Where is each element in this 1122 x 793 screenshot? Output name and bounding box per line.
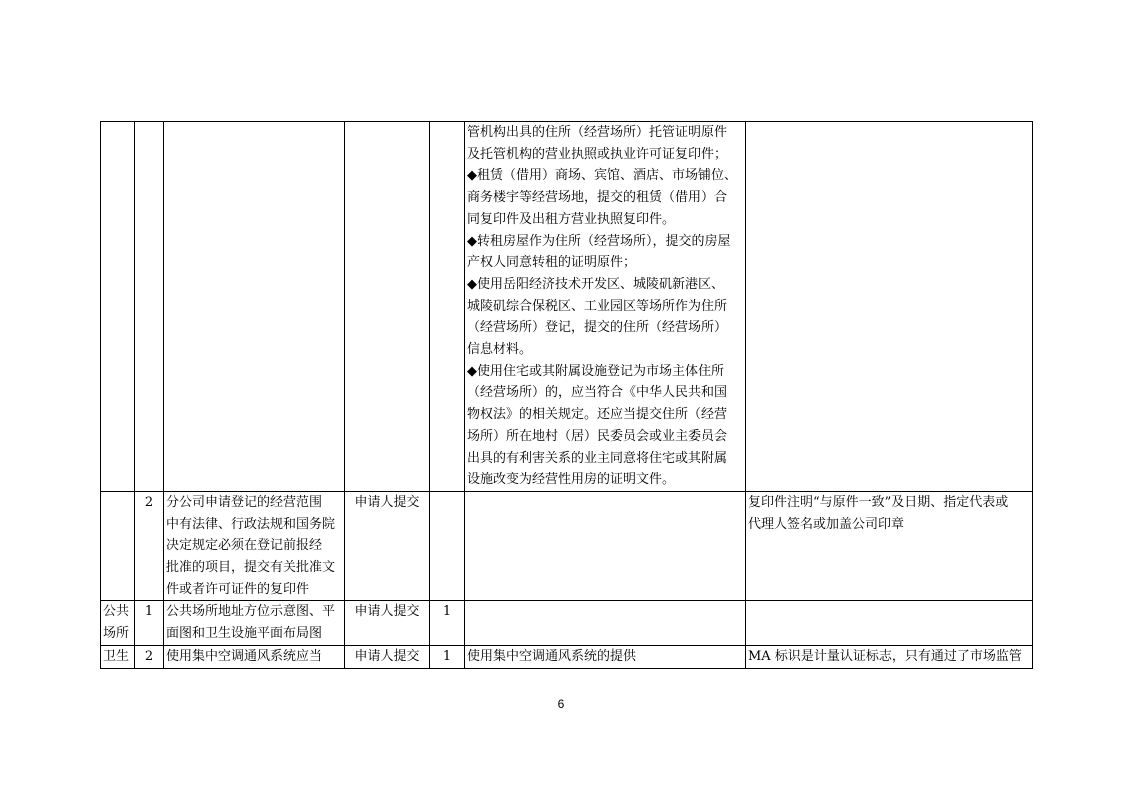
copies-cell: [430, 491, 465, 601]
category-cell: 卫生: [101, 646, 135, 669]
number-cell: 2: [135, 646, 164, 669]
note-cell: [746, 601, 1033, 646]
number-cell: 2: [135, 491, 164, 601]
requirement-cell: [465, 601, 746, 646]
requirements-table: [100, 121, 1033, 669]
table-row: [101, 646, 1033, 669]
note-cell: [746, 122, 1033, 492]
number-cell: [135, 122, 164, 492]
copies-cell: 1: [430, 601, 465, 646]
material-cell: 公共场所地址方位示意图、平 面图和卫生设施平面布局图: [164, 601, 345, 646]
number-cell: 1: [135, 601, 164, 646]
category-cell: [101, 122, 135, 492]
table-row: [101, 601, 1033, 646]
category-cell: [101, 491, 135, 601]
copies-cell: [430, 122, 465, 492]
requirement-cell: [465, 491, 746, 601]
note-cell: 复印件注明“与原件一致”及日期、指定代表或 代理人签名或加盖公司印章: [746, 491, 1033, 601]
method-cell: 申请人提交: [345, 646, 430, 669]
requirement-cell: 使用集中空调通风系统的提供: [465, 646, 746, 669]
method-cell: 申请人提交: [345, 491, 430, 601]
page-number: 6: [557, 697, 565, 711]
method-cell: [345, 122, 430, 492]
material-cell: 使用集中空调通风系统应当: [164, 646, 345, 669]
table-row: [101, 491, 1033, 601]
copies-cell: 1: [430, 646, 465, 669]
table-row: [101, 122, 1033, 492]
category-cell: 公共 场所: [101, 601, 135, 646]
material-cell: [164, 122, 345, 492]
requirement-cell: 管机构出具的住所（经营场所）托管证明原件 及托管机构的营业执照或执业许可证复印件； ◆租赁（借用）商场、宾馆、酒店、市场铺位、 商务楼宇等经营场地，提交的租赁（借用）合 同复印件及出租方营业执照复印件。 ◆转租房屋作为住所（经营场所），提交的房屋 产权人同意转租的证明原件； ◆使用岳阳经济技术开发区、城陵矶新港区、 城陵矶综合保税区、工业园区等场所作为住所 （经营场所）登记，提交的住所（经营场所） 信息材料。 ◆使用住宅或其附属设施登记为市场主体住所 （经营场所）的，应当符合《中华人民共和国 物权法》的相关规定。还应当提交住所（经营 场所）所在地村（居）民委员会或业主委员会 出具的有利害关系的业主同意将住宅或其附属 设施改变为经营性用房的证明文件。: [465, 122, 746, 492]
material-cell: 分公司申请登记的经营范围 中有法律、行政法规和国务院 决定规定必须在登记前报经 批准的项目，提交有关批准文 件或者许可证件的复印件: [164, 491, 345, 601]
note-cell: MA 标识是计量认证标志，只有通过了市场监管: [746, 646, 1033, 669]
method-cell: 申请人提交: [345, 601, 430, 646]
